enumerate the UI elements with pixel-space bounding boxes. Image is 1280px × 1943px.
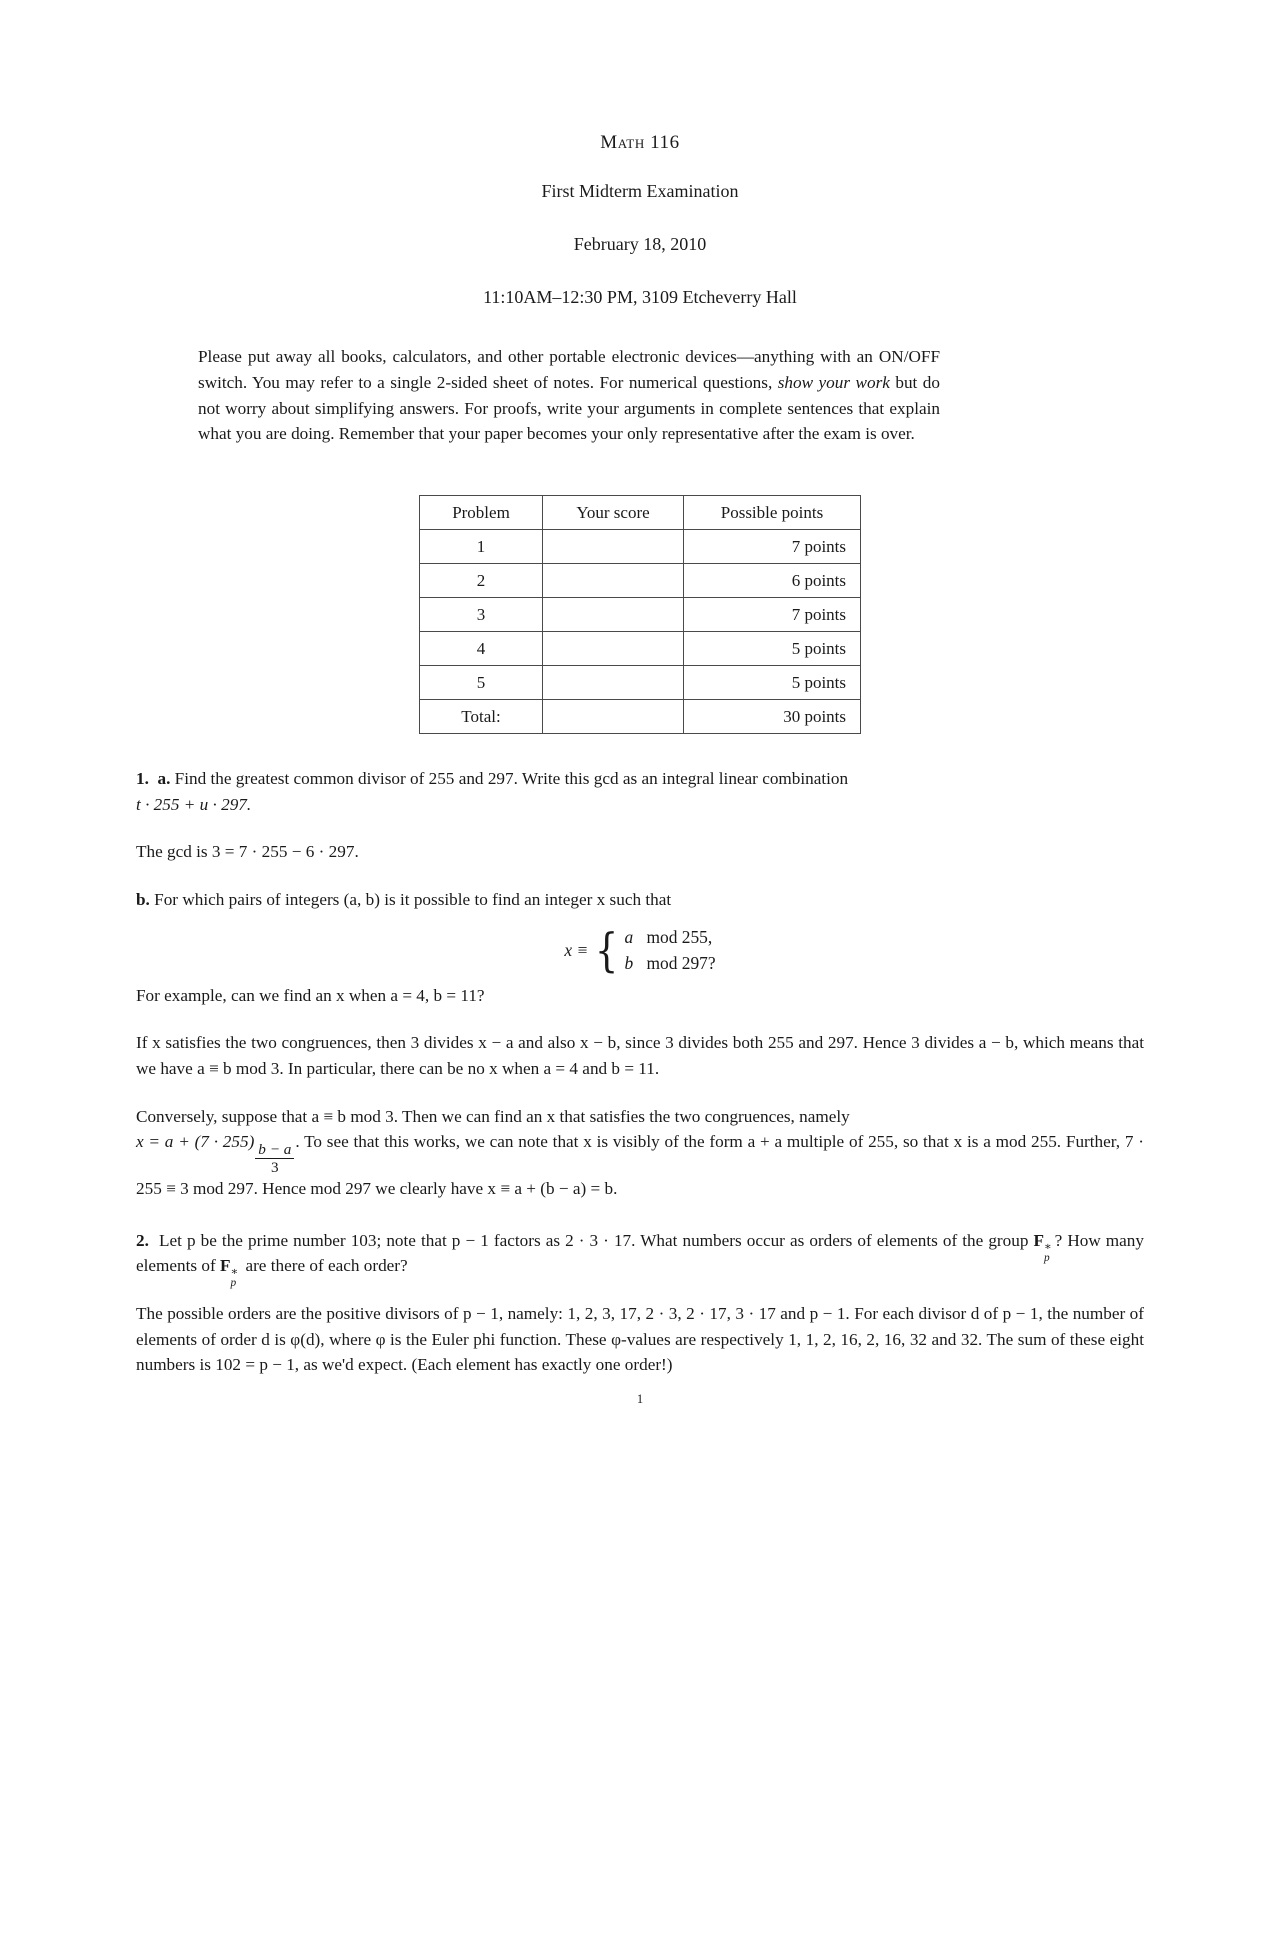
table-row <box>420 564 861 598</box>
page-title-course: Math 116 <box>600 132 680 153</box>
problem-1a-text: Find the greatest common divisor of 255 and 297. Write this gcd as an integral linear combination <box>174 769 849 789</box>
cell-your-score[interactable] <box>543 598 684 632</box>
instructions-emphasis: show your work <box>777 372 890 392</box>
group-symbol-F-star-p-2 <box>220 1256 241 1290</box>
page-number: 1 <box>636 1391 644 1406</box>
star-superscript: ∗ <box>230 1266 239 1279</box>
instructions-part1: Please put away all books, calculators, and other portable electronic devices—anything with an ON/OFF switch. You may refer to a single 2-sided sheet of notes. For numerical questions, <box>198 347 940 392</box>
instructions-part2: but do not worry about simplifying answers. For proofs, write your arguments in complete sentences that explain what you are doing. Remember that your paper becomes your only representative after the exam is over. <box>198 372 940 444</box>
cell-possible-points: 5 points <box>684 666 861 700</box>
cell-problem: 3 <box>420 598 543 632</box>
col-header-problem: Problem <box>420 496 543 530</box>
problem-1b-example: For example, can we find an x when a = 4, b = 11? <box>136 985 485 1005</box>
case-2-variable: b <box>624 952 634 973</box>
fraction-b-minus-a-over-3 <box>255 1141 294 1176</box>
group-symbol-F-star-p <box>1033 1230 1054 1264</box>
cell-your-score[interactable] <box>543 632 684 666</box>
problem-2-text-2: ? How many elements of <box>136 1230 1144 1276</box>
exam-time-room: 11:10AM–12:30 PM, 3109 Etcheverry Hall <box>483 287 797 307</box>
exam-date: February 18, 2010 <box>573 234 707 254</box>
problem-2-answer: The possible orders are the positive divisors of p − 1, namely: 1, 2, 3, 17, 2 · 3, 2 · 17, 3 · 17 and p − 1. For each divisor d of p − 1, the number of elements of order d is φ(d), where φ is the Euler phi function. These φ-values are respectively 1, 1, 2, 16, 2, 16, 32 and 32. The sum of these eight numbers is 102 = p − 1, as we'd expect. (Each element has exactly one order!) <box>136 1303 1144 1375</box>
col-header-possible-points: Possible points <box>684 496 861 530</box>
problem-2-text-3: are there of each order? <box>241 1256 408 1276</box>
problem-1-block <box>136 766 1144 1201</box>
problem-1b-proof-paragraph-1: If x satisfies the two congruences, then 3 divides x − a and also x − b, since 3 divides both 255 and 297. Hence 3 divides a − b, which means that we have a ≡ b mod 3. In particular, there can be no x when a = 4 and b = 11. <box>136 1033 1144 1078</box>
cell-problem: 1 <box>420 530 543 564</box>
problem-1-part-b <box>136 887 1144 913</box>
group-symbol-letter: F <box>220 1256 231 1276</box>
group-symbol-letter: F <box>1033 1230 1044 1250</box>
congruence-case-1 <box>625 925 716 951</box>
left-brace-glyph: { <box>595 922 619 977</box>
cell-your-score[interactable] <box>543 564 684 598</box>
cell-problem: 5 <box>420 666 543 700</box>
table-row-total <box>420 700 861 734</box>
cell-problem: 2 <box>420 564 543 598</box>
page-title-exam: First Midterm Examination <box>541 181 739 201</box>
table-row <box>420 598 861 632</box>
case-1-modulus: mod 255, <box>646 926 713 947</box>
cell-possible-points: 6 points <box>684 564 861 598</box>
table-row <box>420 632 861 666</box>
cell-problem: 4 <box>420 632 543 666</box>
proof-2-rest: . To see that this works, we can note that x is visibly of the form a + a multiple of 255, so that x is a mod 255. Further, 7 · 255 ≡ 3 mod 297. Hence mod 297 we clearly have x ≡ a + (b − a) = b. <box>136 1132 1144 1199</box>
cell-possible-points: 30 points <box>684 700 861 734</box>
congruence-system-equation <box>136 922 1144 977</box>
problem-1a-label: a. <box>157 769 171 789</box>
cell-possible-points: 5 points <box>684 632 861 666</box>
problem-1b-label: b. <box>136 890 150 910</box>
table-row <box>420 530 861 564</box>
congruence-case-2 <box>625 951 716 977</box>
table-header-row <box>420 496 861 530</box>
exam-page <box>0 132 1280 1943</box>
cell-your-score[interactable] <box>543 700 684 734</box>
p-subscript: p <box>1043 1251 1050 1264</box>
case-1-variable: a <box>624 926 634 947</box>
congruence-lhs: x ≡ <box>564 939 589 960</box>
problem-1b-proof-paragraph-2 <box>136 1104 1144 1202</box>
score-table <box>419 495 861 734</box>
problem-2-number: 2. <box>136 1230 149 1250</box>
score-table-container <box>0 495 1280 734</box>
proof-2-lead: Conversely, suppose that a ≡ b mod 3. Then we can find an x that satisfies the two congruences, namely <box>136 1106 850 1126</box>
problem-1a-expression: t · 255 + u · 297. <box>136 794 252 814</box>
star-superscript: ∗ <box>1043 1240 1052 1253</box>
fraction-denominator: 3 <box>255 1158 294 1176</box>
instructions-paragraph <box>198 344 940 447</box>
table-row <box>420 666 861 700</box>
proof-2-equation-lead: x = a + (7 · 255) <box>136 1132 255 1152</box>
p-subscript: p <box>230 1277 237 1290</box>
problem-2-block <box>136 1228 1144 1378</box>
cell-your-score[interactable] <box>543 666 684 700</box>
case-2-modulus: mod 297? <box>646 952 716 973</box>
fraction-numerator: b − a <box>258 1141 292 1159</box>
cell-possible-points: 7 points <box>684 530 861 564</box>
problem-1-number: 1. <box>136 769 149 789</box>
cell-problem: Total: <box>420 700 543 734</box>
col-header-your-score: Your score <box>543 496 684 530</box>
problem-1a-answer: The gcd is 3 = 7 · 255 − 6 · 297. <box>136 842 359 862</box>
problem-1-part-a <box>136 766 1144 817</box>
cell-your-score[interactable] <box>543 530 684 564</box>
cell-possible-points: 7 points <box>684 598 861 632</box>
problem-2-text-1: Let p be the prime number 103; note that p − 1 factors as 2 · 3 · 17. What numbers occur as orders of elements of the group <box>159 1230 1034 1250</box>
problem-2-statement <box>136 1228 1144 1290</box>
problem-1b-text: For which pairs of integers (a, b) is it possible to find an integer x such that <box>154 890 672 910</box>
